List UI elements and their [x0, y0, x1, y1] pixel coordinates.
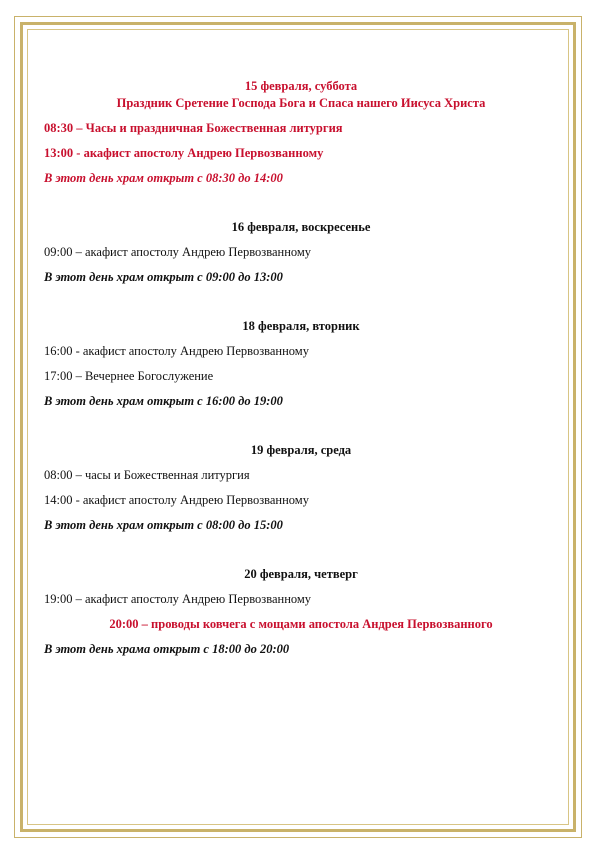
event-line: 14:00 - акафист апостолу Андрею Первозванному [44, 493, 309, 507]
opening-hours-note: В этот день храм открыт с 08:30 до 14:00 [44, 171, 283, 185]
day-heading: 20 февраля, четверг [244, 567, 358, 581]
day-section-feb-19 [44, 442, 558, 534]
day-heading: 16 февраля, воскресенье [231, 220, 371, 234]
event-line: 08:30 – Часы и праздничная Божественная литургия [44, 121, 343, 135]
event-line: 09:00 – акафист апостолу Андрею Первозванному [44, 245, 312, 259]
event-line: 19:00 – акафист апостолу Андрею Первозванному [44, 592, 312, 606]
opening-hours-note: В этот день храм открыт с 16:00 до 19:00 [44, 394, 283, 408]
event-line: 13:00 - акафист апостолу Андрею Первозванному [44, 146, 324, 160]
event-line: 16:00 - акафист апостолу Андрею Первозванному [44, 344, 309, 358]
day-section-feb-16 [44, 219, 558, 286]
feast-title: Праздник Сретение Господа Бога и Спаса нашего Иисуса Христа [116, 96, 486, 110]
opening-hours-note: В этот день храма открыт с 18:00 до 20:00 [44, 642, 290, 656]
event-line: 17:00 – Вечернее Богослужение [44, 369, 214, 383]
event-line-highlight: 20:00 – проводы ковчега с мощами апостола Андрея Первозванного [109, 617, 493, 631]
day-section-feb-20 [44, 566, 558, 658]
event-line: 08:00 – часы и Божественная литургия [44, 468, 250, 482]
day-heading: 19 февраля, среда [250, 443, 352, 457]
day-section-feb-15 [44, 78, 558, 187]
opening-hours-note: В этот день храм открыт с 08:00 до 15:00 [44, 518, 283, 532]
day-section-feb-18 [44, 318, 558, 410]
opening-hours-note: В этот день храм открыт с 09:00 до 13:00 [44, 270, 283, 284]
day-heading: 18 февраля, вторник [242, 319, 360, 333]
day-heading: 15 февраля, суббота [244, 79, 358, 93]
